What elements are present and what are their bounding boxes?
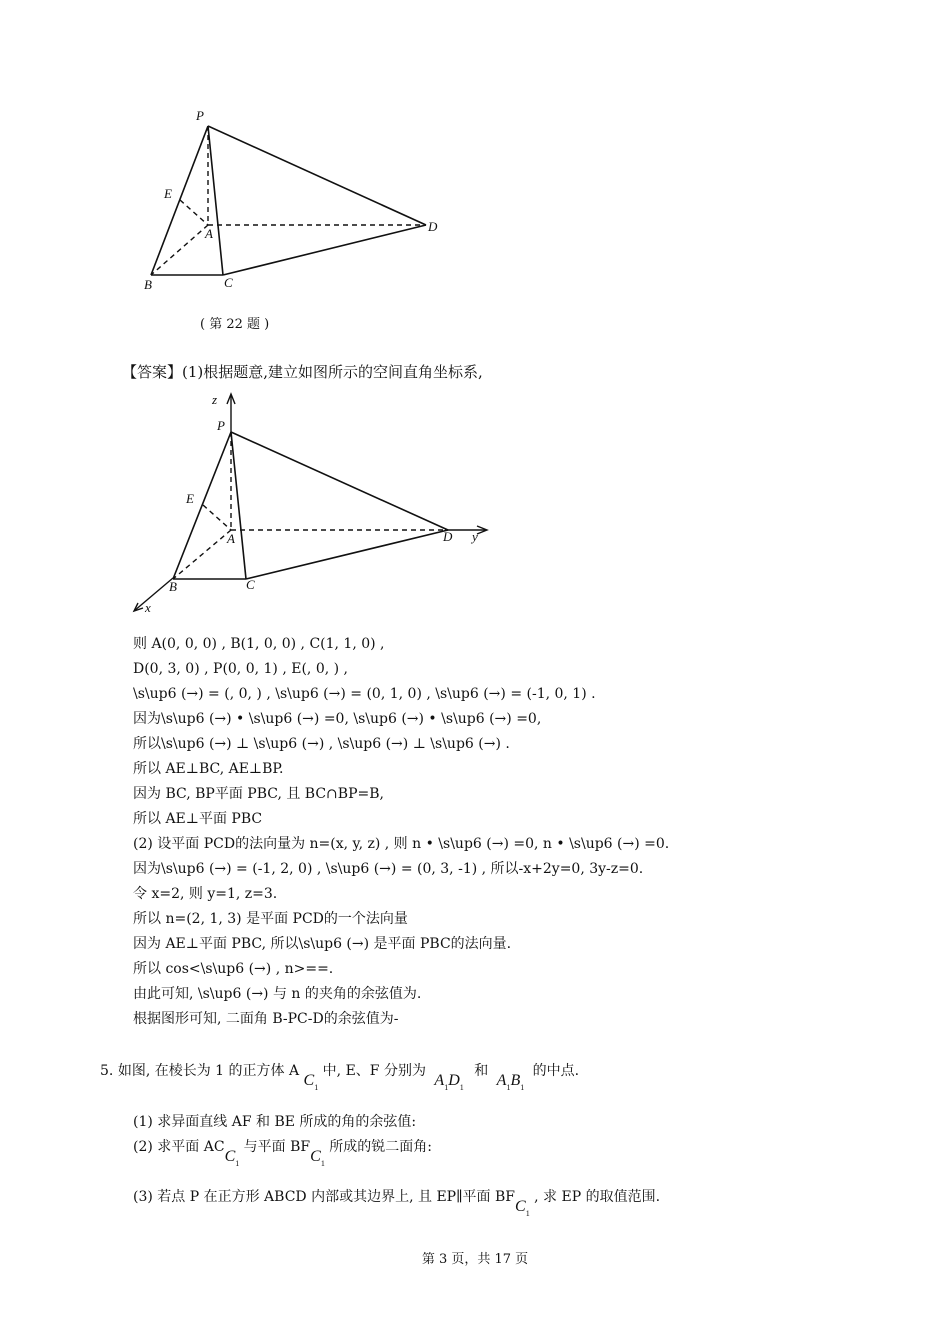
answer-line-16: 根据图形可知, 二面角 B-PC-D的余弦值为- <box>133 1011 399 1027</box>
question-5-stem <box>100 1060 580 1092</box>
edge-pb <box>151 126 208 275</box>
pyramid-figure-2 <box>0 380 950 620</box>
segment-ea <box>180 200 208 225</box>
edge-cd-2 <box>246 530 448 579</box>
question-stem-he: 和 <box>474 1063 489 1079</box>
answer-line-3: \s\up6 (→) = (, 0, ) , \s\up6 (→) = (0, 1, 0) , \s\up6 (→) = (-1, 0, 1) . <box>133 686 596 702</box>
label-x: x <box>145 600 151 615</box>
label-p-2: P <box>217 418 225 433</box>
segment-ea-2 <box>203 505 231 530</box>
answer-line-7: 因为 BC, BP平面 PBC, 且 BC∩BP=B, <box>133 786 384 802</box>
answer-line-15: 由此可知, \s\up6 (→) 与 n 的夹角的余弦值为. <box>133 986 422 1002</box>
label-b-2: B <box>169 579 177 594</box>
label-d-2: D <box>443 529 453 544</box>
edge-ab <box>151 225 208 275</box>
answer-line-9: (2) 设平面 PCD的法向量为 n=(x, y, z) , 则 n • \s\up6 (→) =0, n • \s\up6 (→) =0. <box>133 836 670 852</box>
question-stem-a: . 如图, 在棱长为 1 的正方体 A <box>108 1063 300 1079</box>
label-p: P <box>196 108 204 123</box>
math-c1-d: $C_1$ <box>515 1198 530 1218</box>
axis-x <box>134 578 173 611</box>
label-e: E <box>164 186 172 201</box>
edge-pb-2 <box>173 432 231 579</box>
figure-caption: ( 第 22 题 ) <box>200 317 270 332</box>
answer-line-11: 令 x=2, 则 y=1, z=3. <box>133 886 278 902</box>
answer-line-12: 所以 n=(2, 1, 3) 是平面 PCD的一个法向量 <box>133 911 408 927</box>
answer-line-4: 因为\s\up6 (→) • \s\up6 (→) =0, \s\up6 (→) • \s\up6 (→) =0, <box>133 711 542 727</box>
answer-line-14: 所以 cos<\s\up6 (→) , n>==. <box>133 961 334 977</box>
question-number: 5 <box>100 1063 109 1079</box>
math-c1-c: $C_1$ <box>310 1148 325 1168</box>
answer-line-6: 所以 AE⊥BC, AE⊥BP. <box>133 761 284 777</box>
edge-ab-2 <box>173 530 231 579</box>
edge-pc-2 <box>231 432 246 579</box>
edge-pc <box>208 126 223 275</box>
answer-line-1: 则 A(0, 0, 0) , B(1, 0, 0) , C(1, 1, 0) , <box>133 636 385 652</box>
math-c1: $C_1$ <box>303 1072 319 1092</box>
page-footer: 第 3 页，共 17 页 <box>421 1252 529 1267</box>
label-z: z <box>212 392 218 407</box>
answer-line-8: 所以 AE⊥平面 PBC <box>133 811 263 827</box>
pyramid-figure-1 <box>0 0 950 340</box>
answer-line-10: 因为\s\up6 (→) = (-1, 2, 0) , \s\up6 (→) = (0, 3, -1) , 所以-x+2y=0, 3y-z=0. <box>133 861 644 877</box>
answer-line-2: D(0, 3, 0) , P(0, 0, 1) , E(, 0, ) , <box>133 661 348 677</box>
question-5-part-1: (1) 求异面直线 AF 和 BE 所成的角的余弦值: <box>133 1114 417 1130</box>
label-a: A <box>205 226 213 241</box>
question-stem-b: 中, E、F 分别为 <box>318 1063 426 1079</box>
label-a-2: A <box>227 531 235 546</box>
answer-line-13: 因为 AE⊥平面 PBC, 所以\s\up6 (→) 是平面 PBC的法向量. <box>133 936 512 952</box>
edge-pd-2 <box>231 432 448 530</box>
label-b: B <box>144 277 152 292</box>
label-c-2: C <box>246 577 255 592</box>
math-a1d1: $A_1D_1$ <box>434 1072 464 1092</box>
math-c1-b: $C_1$ <box>224 1148 240 1168</box>
question-5-part-3: (3) 若点 P 在正方形 ABCD 内部或其边界上, 且 EP∥平面 $BFC_1$ , 求 EP 的取值范围. <box>133 1189 661 1218</box>
edge-pd <box>208 126 426 225</box>
edge-cd <box>223 225 426 275</box>
label-y: y <box>472 529 478 544</box>
label-c: C <box>224 275 233 290</box>
label-e-2: E <box>186 491 194 506</box>
label-d: D <box>428 219 438 234</box>
question-5-part-2: (2) 求平面 $ACC_1$ 与平面 $BFC_1$ 所成的锐二面角: <box>133 1139 432 1168</box>
math-a1b1: $A_1B_1$ <box>496 1072 525 1092</box>
question-stem-end: 的中点. <box>532 1063 580 1079</box>
answer-heading: 【答案】(1)根据题意,建立如图所示的空间直角坐标系, <box>122 363 483 381</box>
answer-line-5: 所以\s\up6 (→) ⊥ \s\up6 (→) , \s\up6 (→) ⊥ \s\up6 (→) . <box>133 736 510 752</box>
